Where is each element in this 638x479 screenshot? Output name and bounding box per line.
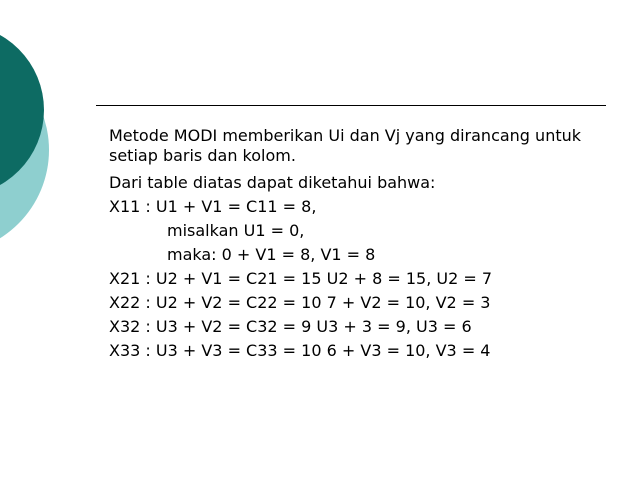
equation-line-indented: misalkan U1 = 0, — [167, 221, 305, 240]
decorative-circles — [0, 0, 100, 260]
equation-line: X22 : U2 + V2 = C22 = 10 7 + V2 = 10, V2 = 3 — [109, 293, 491, 312]
equation-line: X32 : U3 + V2 = C32 = 9 U3 + 3 = 9, U3 = 6 — [109, 317, 472, 336]
intro-paragraph: Metode MODI memberikan Ui dan Vj yang dirancang untuk setiap baris dan kolom. — [109, 126, 582, 165]
equation-line: X11 : U1 + V1 = C11 = 8, — [109, 197, 317, 216]
equation-line-indented: maka: 0 + V1 = 8, V1 = 8 — [167, 245, 376, 264]
title-divider-line — [96, 105, 606, 106]
slide-body — [109, 126, 629, 363]
body-line: Dari table diatas dapat diketahui bahwa: — [109, 173, 436, 192]
equation-line: X21 : U2 + V1 = C21 = 15 U2 + 8 = 15, U2 = 7 — [109, 269, 493, 288]
equation-line: X33 : U3 + V3 = C33 = 10 6 + V3 = 10, V3 = 4 — [109, 341, 491, 360]
